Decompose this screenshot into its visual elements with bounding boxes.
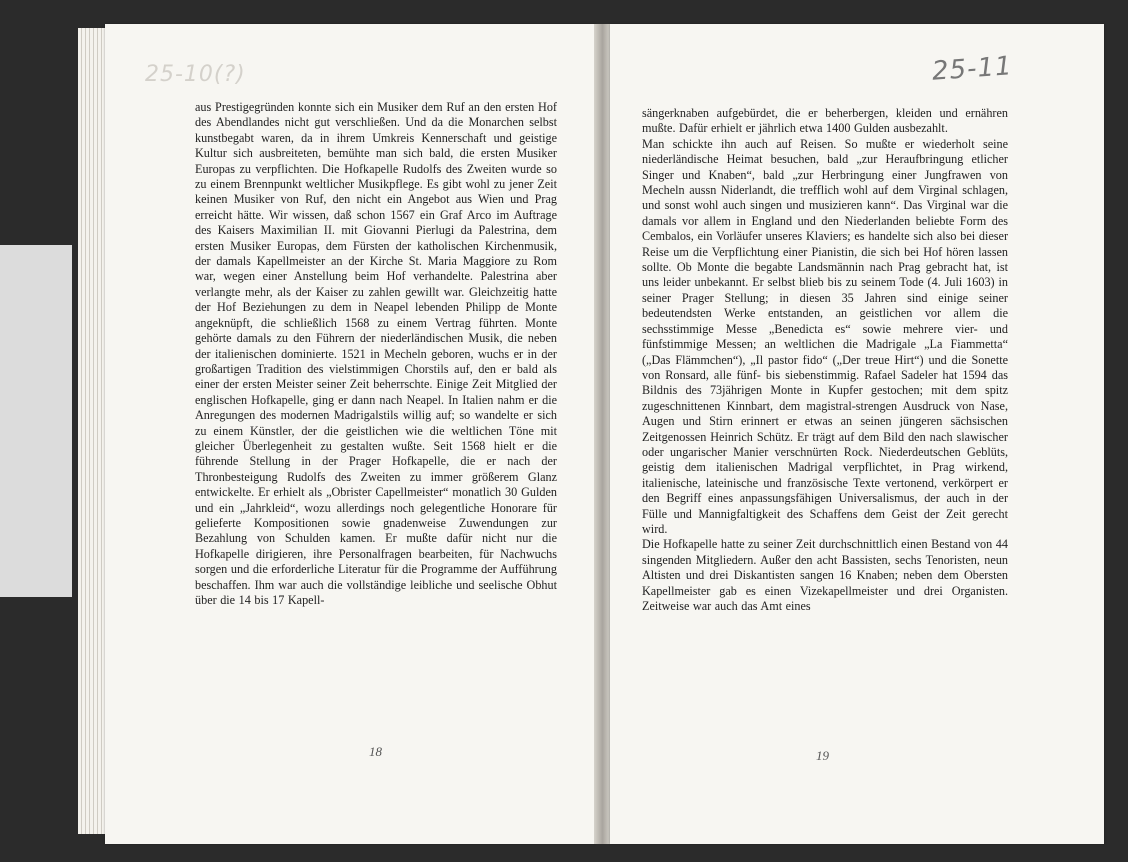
pencil-note-right: 25-11 xyxy=(931,51,1014,87)
scanner-strip xyxy=(0,245,72,597)
paragraph: aus Prestigegründen konnte sich ein Musiker dem Ruf an den ersten Hof des Abendlandes nicht gut verschließen. Und da die Monarchen selbst kunstbegabt waren, da in ihrem Umkreis Kennerschaft und geistige Kultur sich ausbreiteten, bemühte man sich bald, die ersten Musiker Europas zu verpflichten. Die Hofkapelle Rudolfs des Zweiten wurde so zu einem Brennpunkt weltlicher Musikpflege. Es gibt wohl zu jener Zeit keinen Musiker von Ruf, den nicht ein Angebot aus Wien und Prag erreicht hätte. Wir wissen, daß schon 1567 ein Graf Arco im Auftrage des Kaisers Maximilian II. mit Giovanni Pierlugi da Palestrina, dem ersten Musiker Europas, dem Fürsten der katholischen Kirchenmusik, der damals Kapellmeister an der Kirche St. Maria Maggiore zu Rom war, wegen einer Anstellung beim Hof verhandelte. Palestrina aber verlangte mehr, als der Kaiser zu zahlen gewillt war. Gleichzeitig hatte der Hof Beziehungen zu dem in Neapel lebenden Philipp de Monte angeknüpft, die schließlich 1568 zu einem Vertrag führten. Monte gehörte damals zu den Führern der niederländischen Musik, die neben der italienischen dominierte. 1521 in Mecheln geboren, wuchs er in der großartigen Tradition des vielstimmigen Chorstils auf, den er bald als einer der ersten Meister seiner Zeit beherrschte. Einige Zeit Mitglied der englischen Hofkapelle, ging er dann nach Neapel. In Italien nahm er die Anregungen des modernen Madrigalstils willig auf; so wandelte er sich zu einem Künstler, der die geistlichen wie die weltlichen Töne mit gleicher Überlegenheit zu gestalten wußte. Seit 1568 hielt er die führende Stellung in der Prager Hofkapelle, die er nach der Thronbesteigung Rudolfs des Zweiten zu immer größerem Glanz entwickelte. Er erhielt als „Obrister Capellmeister“ monatlich 30 Gulden und ein „Jahrkleid“, wozu allerdings noch gelegentliche Honorare für gelieferte Kompositionen sowie gnadenweise Zuwendungen zur Bezahlung von Schulden kamen. Er mußte dafür nicht nur die Hofkapelle dirigieren, ihre Personalfragen bearbeiten, für Nachwuchs sorgen und die erforderliche Literatur für die Programme der Aufführung beschaffen. Ihm war auch die vollständige leibliche und seelische Obhut über die 14 bis 17 Kapell- xyxy=(195,100,557,607)
left-page-text xyxy=(195,100,557,608)
left-page xyxy=(105,24,595,844)
right-page xyxy=(610,24,1104,844)
paragraph: sängerknaben aufgebürdet, die er beherbergen, kleiden und ernähren mußte. Dafür erhielt er jährlich etwa 1400 Gulden ausbezahlt. xyxy=(642,106,1008,136)
page-number: 18 xyxy=(369,744,382,759)
right-page-text xyxy=(642,106,1008,614)
page-number: 19 xyxy=(816,748,829,763)
book-gutter xyxy=(594,24,611,844)
pencil-note-left: 25-10(?) xyxy=(145,62,246,87)
paragraph: Die Hofkapelle hatte zu seiner Zeit durchschnittlich einen Bestand von 44 singenden Mitgliedern. Außer den acht Bassisten, sechs Tenoristen, neun Altisten und drei Diskantisten sangen 16 Knaben; neben dem Obersten Kapellmeister gab es einen Vizekapellmeister und drei Organisten. Zeitweise war auch das Amt eines xyxy=(642,537,1008,613)
paragraph: Man schickte ihn auch auf Reisen. So mußte er wiederholt seine niederländische Heimat besuchen, bald „zur Heraufbringung etlicher Singer und Knaben“, bald „zur Herbringung einer Jungfrawen von Mecheln aussn Niderlandt, die trefflich wohl auf dem Virginal schlagen, und sonst wohl auch singen und musizieren kann“. Das Virginal war die damals vor allem in England und den Niederlanden beliebte Form des Cembalos, ein Vorläufer unseres Klaviers; es handelte sich also bei dieser Reise um die Verpflichtung einer Pianistin, die sich bei Hof hören lassen sollte. Ob Monte die begabte Landsmännin nach Prag gebracht hat, ist uns leider unbekannt. Er selbst blieb bis zu seinem Tode (4. Juli 1603) in seiner Prager Stellung; in diesen 35 Jahren sind einige seiner bedeutendsten Werke entstanden, an geistlichen vor allem die sechsstimmige Messe „Benedicta es“ sowie mehrere vier- und fünfstimmige Messen; an weltlichen die Madrigale „La Fiammetta“ („Das Flämmchen“), „Il pastor fido“ („Der treue Hirt“) und die Sonette von Ronsard, alle fünf- bis siebenstimmig. Rafael Sadeler hat 1594 das Bildnis des 73jährigen Monte in Kupfer gestochen; mit dem spitz zugeschnittenen Kinnbart, dem magistral-strengen Ausdruck von Nase, Augen und Stirn erinnert er etwas an seinen jüngeren sächsischen Zeitgenossen Heinrich Schütz. Er trägt auf dem Bild den nach slawischer oder ungarischer Manier verschnürten Rock. Niederdeutschen Geblüts, geistig dem italienischen Madrigal verpflichtet, in Prag wirkend, italienische, lateinische und französische Texte vertonend, verkörpert er den Begriff eines anpassungsfähigen Universalismus, der auch in der Fülle und Mannigfaltigkeit des Schaffens dem Geist der Zeit gerecht wird. xyxy=(642,136,1008,536)
